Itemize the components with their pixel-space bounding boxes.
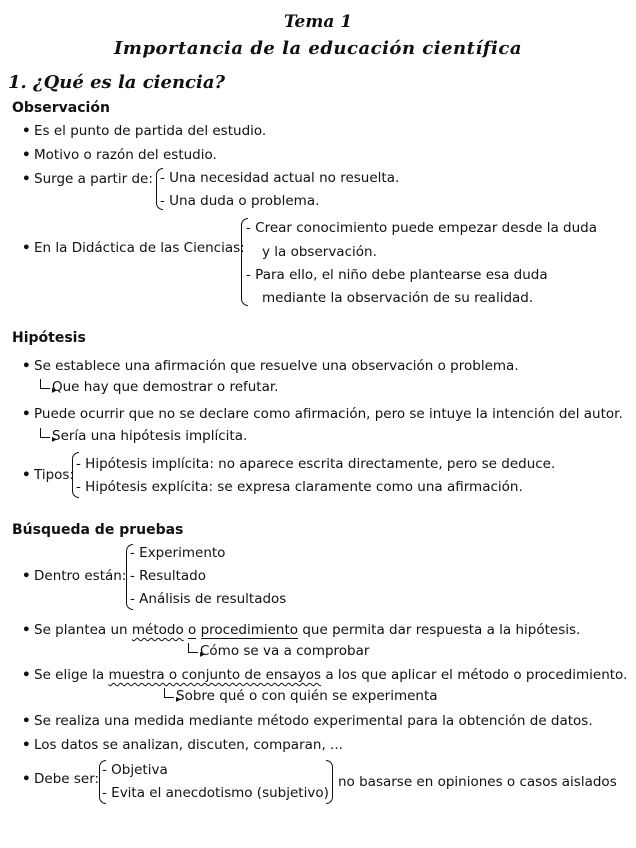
observacion-bullet-2: • Motivo o razón del estudio. [34, 147, 217, 163]
pruebas-note-2: ▸Cómo se va a comprobar [188, 643, 369, 659]
pruebas-bullet-1: • Dentro están: [34, 568, 126, 584]
tipos-option-2: - Hipótesis explícita: se expresa claramente como una afirmación. [76, 479, 523, 495]
debe-note: no basarse en opiniones o casos aislados [338, 774, 617, 790]
observacion-option-1: - Una necesidad actual no resuelta. [160, 170, 400, 186]
brace [326, 760, 333, 804]
pruebas-option-1: - Experimento [130, 545, 226, 561]
page-subtitle: Importancia de la educación científica [113, 38, 522, 59]
pruebas-option-3: - Análisis de resultados [130, 591, 287, 607]
debe-option-2: - Evita el anecdotismo (subjetivo) [102, 785, 329, 801]
arrow-icon [164, 688, 174, 698]
hipotesis-note-1: ▸Que hay que demostrar o refutar. [40, 379, 278, 395]
hipotesis-bullet-3: • Tipos: [34, 467, 74, 483]
pruebas-note-3: ▸Sobre qué o con quién se experimenta [164, 688, 438, 704]
hipotesis-bullet-1: • Se establece una afirmación que resuelve una observación o problema. [34, 358, 519, 374]
pruebas-option-2: - Resultado [130, 568, 206, 584]
arrow-icon [40, 428, 50, 438]
didactica-line-2: y la observación. [262, 244, 377, 260]
didactica-line-1: - Crear conocimiento puede empezar desde la duda [246, 220, 598, 236]
tipos-option-1: - Hipótesis implícita: no aparece escrita directamente, pero se deduce. [76, 456, 556, 472]
didactica-line-4: mediante la observación de su realidad. [262, 290, 534, 306]
hipotesis-bullet-2: • Puede ocurrir que no se declare como afirmación, pero se intuye la intención del autor. [34, 406, 623, 422]
hipotesis-heading: Hipótesis [12, 330, 86, 346]
observacion-bullet-1: • Es el punto de partida del estudio. [34, 123, 266, 139]
pruebas-bullet-5: • Los datos se analizan, discuten, comparan, ... [34, 737, 343, 753]
observacion-option-2: - Una duda o problema. [160, 193, 320, 209]
pruebas-bullet-3: • Se elige la muestra o conjunto de ensayos a los que aplicar el método o procedimiento. [34, 667, 627, 683]
pruebas-bullet-4: • Se realiza una medida mediante método experimental para la obtención de datos. [34, 713, 593, 729]
page-title: Tema 1 [283, 12, 353, 32]
pruebas-heading: Búsqueda de pruebas [12, 522, 184, 538]
arrow-icon [40, 379, 50, 389]
didactica-line-3: - Para ello, el niño debe plantearse esa duda [246, 267, 548, 283]
observacion-heading: Observación [12, 100, 110, 116]
hipotesis-note-2: ▸Sería una hipótesis implícita. [40, 428, 247, 444]
observacion-bullet-3: • Surge a partir de: [34, 171, 153, 187]
arrow-icon [188, 643, 198, 653]
observacion-bullet-4: • En la Didáctica de las Ciencias: [34, 240, 245, 256]
pruebas-bullet-6: • Debe ser: [34, 771, 99, 787]
pruebas-bullet-2: • Se plantea un método o procedimiento que permita dar respuesta a la hipótesis. [34, 622, 580, 638]
debe-option-1: - Objetiva [102, 762, 168, 778]
section-heading: 1. ¿Qué es la ciencia? [8, 72, 226, 93]
